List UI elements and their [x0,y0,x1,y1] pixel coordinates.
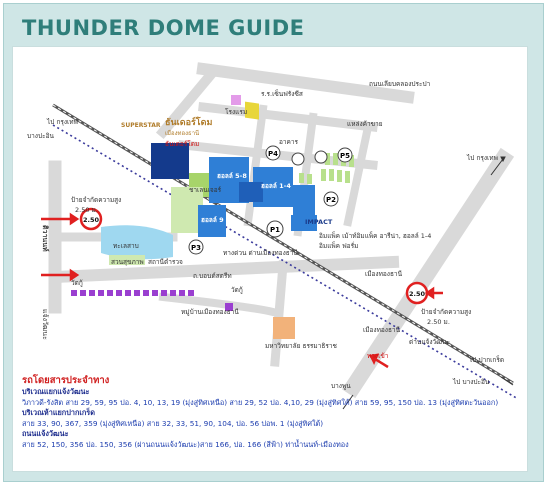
section-line-2: สาย 33, 90, 367, 359 (มุ่งสู่ทิศเหนือ) สาย 32, 33, 51, 90, 104, ปอ. 56 ปอพ. 1 (มุ่งสู่ทิศใต้) [22,418,324,428]
expressway-label: ทางด่วน ด่านเมืองทองธานี [223,249,298,257]
parking-p4: P4 [267,150,279,158]
svg-text:2.50: 2.50 [408,290,426,298]
road-label-canal: ถนนเลียบคลองประปา [369,80,431,88]
parking-p3: P3 [190,244,202,252]
bang-pa-in-label: ไป บางปะอิน [453,378,490,386]
impact-label: IMPACT [305,218,333,226]
police-label: สถานีตำรวจ [148,258,183,266]
left-vertical-road-2: แจ้งวัฒนะ [41,309,49,340]
hall-5-8-label: ฮอลล์ 5-8 [217,172,247,180]
school-label: ร.ร.เซ็นฟรังซีส [261,90,303,98]
impact-sub-label: อิมแพ็ค ฟอรั่ม [319,242,359,250]
brand-label-en: SUPERSTAR [121,122,161,129]
hotel-block [231,95,241,105]
market-label: วัดกู้ [71,279,83,287]
orange-block [273,317,295,339]
pakkret-bottom-label: ไป ปากเกร็ด [469,356,505,364]
arena-block [293,185,315,215]
center-road-label: ถ.บอนด์สตรีท [193,272,232,280]
height-limit-sign-right [407,283,427,303]
height-limit-value: 2.50 ม. [427,318,450,326]
challenger-label: ชาเลนเจอร์ [189,186,222,194]
left-vertical-road: ติวานนท์ [41,225,49,252]
transport-info [22,374,522,450]
parking-p2: P2 [325,196,337,204]
housing-label: แหล่งค้าขาย [347,120,383,128]
hall-extra [239,182,263,202]
height-limit-label: ป้ายจำกัดความสูง [421,308,472,316]
pakkret-gate-label: เมืองทองธานี [363,326,401,334]
brand-sub-th: เมืองทองธานี [165,130,200,137]
park-label: สวนสุขภาพ [111,258,144,266]
mueang-thong-right-label: เมืองทองธานี [365,270,403,278]
hotel-label: โรงแรม [225,108,248,116]
bang-pa-in-top-label: บางปะอิน [27,132,54,140]
height-limit-label-left: ป้ายจำกัดความสูง [71,196,122,204]
page-title: THUNDER DOME GUIDE [22,16,305,40]
university-label: มหาวิทยาลัย ธรรมาธิราช [265,342,337,350]
toll-label: ด่านแจ้งวัฒนะ [409,338,450,346]
svg-text:2.50: 2.50 [82,216,100,224]
bang-poon-label: บางพูน [331,382,351,390]
bangkok-right-label: ไป กรุงเทพ [467,154,498,162]
village-label: หมู่บ้านเมืองทองธานี [181,308,239,316]
brand-label-th: ธันเดอร์โดม [165,118,213,128]
parking-p5: P5 [339,152,351,160]
section-line-1: วิภาวดี-รังสิต สาย 29, 59, 95 ปอ. 4, 10, 13, 19 (มุ่งสู่ทิศเหนือ) สาย 29, 52 ปอ. 4,10, 29 (มุ่งสู่ทิศใต้) สาย 59, 95, 150 ปอ. 13 (มุ่งสู่ทิศตะวันออก) [22,397,499,407]
section-line-3: สาย 52, 150, 356 ปอ. 150, 356 (ผ่านถนนแจ้งวัฒนะ)สาย 166, ปอ. 166 (สีฟ้า) ท่าน้ำนนท์-เมืองทอง [22,439,349,449]
section-title-2: บริเวณห้าแยกปากเกร็ด [22,408,95,417]
thunder-dome-map-label: ธันเดอร์โดม [165,140,200,148]
tgk-label: วัดกู้ [231,286,243,294]
lake-label: ทะเลสาบ [113,242,139,250]
parking-p1: P1 [269,226,281,234]
height-limit-value-left: 2.50 ม. [75,206,98,214]
thunder-dome-building [151,143,189,179]
transport-heading: รถโดยสารประจำทาง [22,375,110,386]
hall-9-label: ฮอลล์ 9 [201,216,224,224]
section-title-1: บริเวณแยกแจ้งวัฒนะ [22,387,90,396]
section-title-3: ถนนแจ้งวัฒนะ [22,429,69,438]
hall-1-4-label: ฮอลล์ 1-4 [261,182,291,190]
entrance-label: ทางเข้า [367,352,389,360]
impact-desc-label: อิมแพ็ค เม้าท์อิมแพ็ค อารีน่า, ฮอลล์ 1-4 [319,232,432,240]
bangkok-left-label: ไป กรุงเทพ [47,118,78,126]
arena-label: อาคาร [279,138,299,146]
